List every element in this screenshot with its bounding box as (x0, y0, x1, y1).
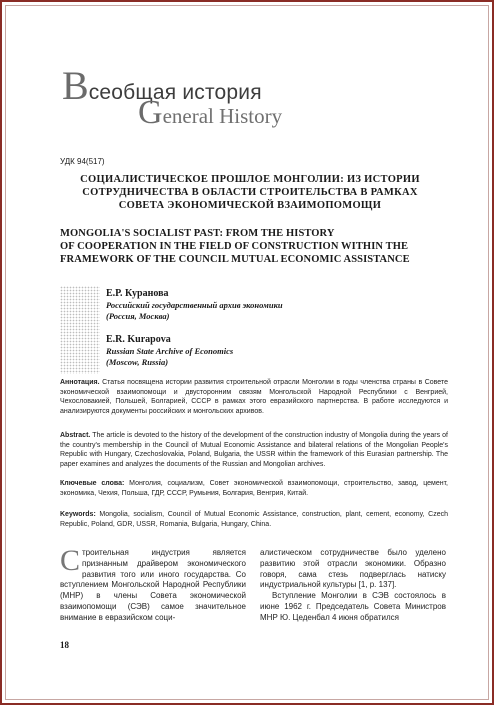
page-number: 18 (60, 640, 69, 650)
author-name-en: E.R. Kurapova (106, 334, 171, 345)
author-block-ru (106, 287, 283, 322)
decorative-dot-pattern (60, 286, 100, 374)
drop-cap: С (60, 544, 81, 577)
author-affiliation-ru: Российский государственный архив экономики (106, 300, 283, 310)
author-affiliation-en: Russian State Archive of Economics (106, 346, 234, 356)
body-text-right-2: Вступление Монголии в СЭВ состоялось в июне 1962 г. Председатель Совета Министров МНР Ю. Цеденбал 4 июня обратился (260, 591, 446, 622)
keywords-ru-text: Монголия, социализм, Совет экономической взаимопомощи, строительство, завод, цемент, экономика, Чехия, Польша, ГДР, СССР, Румыния, Болгария, Венгрия, Китай. (60, 480, 449, 497)
keywords-en-label: Keywords: (60, 511, 96, 518)
keywords-ru-label: Ключевые слова: (60, 480, 125, 487)
section-header-en-initial: G (138, 94, 163, 131)
article-title-en (60, 227, 440, 266)
section-header-en-text: eneral History (162, 104, 283, 128)
author-block-en (106, 333, 233, 368)
author-name-ru: Е.Р. Куранова (106, 288, 169, 299)
article-title-en-line: FRAMEWORK OF THE COUNCIL MUTUAL ECONOMIC ASSISTANCE (60, 254, 410, 265)
section-header-ru-text: сеобщая история (88, 81, 262, 104)
body-column-left (60, 544, 246, 624)
keywords-en-text: Mongolia, socialism, Council of Mutual Economic Assistance, construction, plant, cement, economy, Czech Republic, Poland, GDR, USSR, Romania, Bulgaria, Hungary, China. (60, 511, 448, 528)
abstract-label: Abstract. (60, 432, 91, 439)
body-column-right (260, 548, 446, 624)
keywords-en-paragraph (60, 510, 448, 529)
article-title-en-line: MONGOLIA'S SOCIALIST PAST: FROM THE HISTORY (60, 228, 335, 239)
section-header-ru-initial: В (62, 63, 89, 108)
abstract-text: The article is devoted to the history of the development of the construction industry of Mongolia during the years of the country's membership in the Council of Mutual Economic Assistance and bilateral relations of the Mongolian People's Republic with Hungary, Czechoslovakia, Poland, Bulgaria, the USSR within the framework of this Eurasian partnership. The paper examines and analyzes the documents of the Russian and Mongolian archives. (60, 432, 448, 468)
body-text-right-1: алистическом сотрудничестве было уделено развитию этой отрасли экономики. Образно говоря, сама стезь подверглась натиску индустриальной культуры [1, р. 137]. (260, 548, 446, 590)
section-header-en (138, 96, 282, 130)
abstract-paragraph (60, 431, 448, 469)
author-location-en: (Moscow, Russia) (106, 357, 169, 367)
author-location-ru: (Россия, Москва) (106, 311, 170, 321)
annotation-paragraph (60, 378, 448, 416)
body-text-left: троительная индустрия является признанным драйвером экономического развития того или иного государства. Со вступлением Монгольской Народной Республики (МНР) в члены Совета экономической взаимопомощи (СЭВ) самое значительное внимание в евразийском соци- (60, 548, 246, 622)
udk-code: УДК 94(517) (60, 157, 105, 166)
article-title-ru: СОЦИАЛИСТИЧЕСКОЕ ПРОШЛОЕ МОНГОЛИИ: ИЗ ИСТОРИИ СОТРУДНИЧЕСТВА В ОБЛАСТИ СТРОИТЕЛЬСТВА В РАМКАХ СОВЕТА ЭКОНОМИЧЕСКОЙ ВЗАИМОПОМОЩИ (80, 174, 420, 211)
keywords-ru-paragraph (60, 479, 448, 498)
article-title-en-line: OF COOPERATION IN THE FIELD OF CONSTRUCTION WITHIN THE (60, 241, 409, 252)
annotation-text: Статья посвящена истории развития строительной отрасли Монголии в годы членства страны в Совете экономической взаимопомощи и двусторонним связям Монгольской Народной Республики с Венгрией, Чехословакией, Польшей, Болгарией, СССР в рамках этого евразийского партнерства. В работе исследуются и анализируются документы российских и монгольских архивов. (60, 379, 448, 415)
annotation-label: Аннотация. (60, 379, 100, 386)
